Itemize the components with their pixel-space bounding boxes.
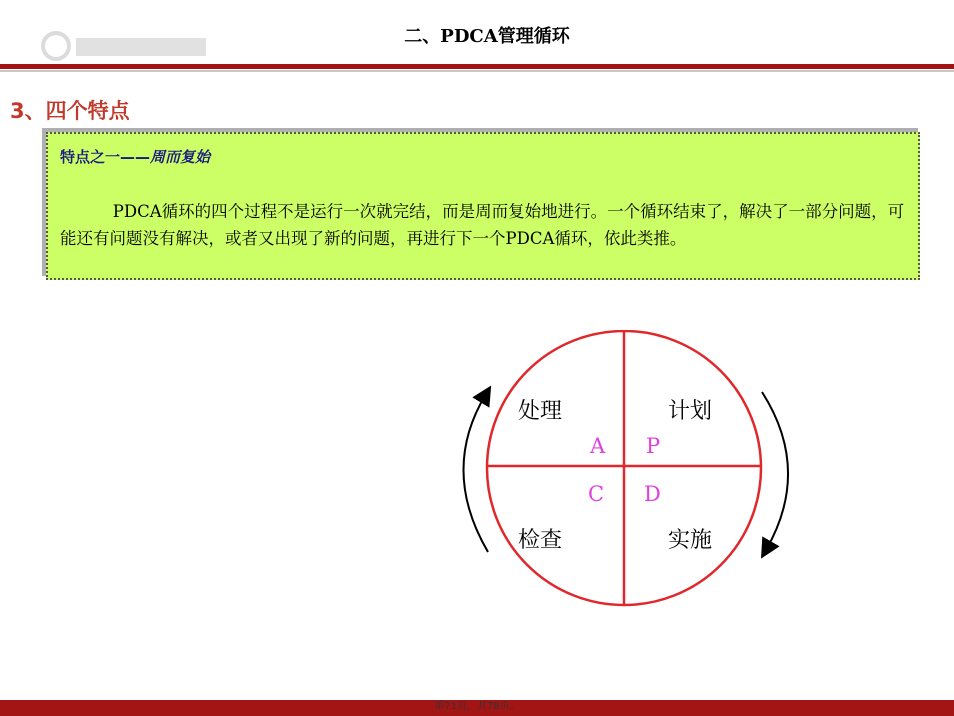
letter-p: P	[646, 434, 661, 458]
letter-a: A	[590, 434, 606, 458]
pdca-cycle-graphic	[440, 330, 820, 620]
right-cycle-arrow	[762, 392, 788, 550]
header-divider-shadow	[0, 70, 954, 72]
quadrant-label-do: 实施	[668, 528, 713, 553]
feature-heading-emphasis: 周而复始	[150, 148, 211, 166]
letter-c: C	[588, 482, 605, 506]
feature-box	[46, 132, 920, 280]
quadrant-label-act: 处理	[518, 399, 563, 424]
feature-description: PDCA循环的四个过程不是运行一次就完结，而是周而复始地进行。一个循环结束了，解决了一部分问题，可能还有问题没有解决，或者又出现了新的问题，再进行下一个PDCA循环，依此类推。	[60, 202, 905, 248]
quadrant-label-plan: 计划	[668, 399, 713, 424]
pdca-cycle-diagram	[440, 330, 820, 620]
letter-d: D	[644, 482, 661, 506]
feature-heading-prefix: 特点之一——	[60, 148, 151, 166]
left-cycle-arrow	[463, 394, 488, 552]
header-divider	[0, 64, 954, 69]
slide-title: 二、PDCA管理循环	[404, 26, 570, 47]
quadrant-label-check: 检查	[518, 528, 563, 553]
feature-heading	[60, 146, 210, 167]
section-title: 3、四个特点	[10, 99, 130, 123]
page-indicator: 第71页，共78页。	[434, 701, 520, 712]
slide-header	[0, 0, 954, 66]
